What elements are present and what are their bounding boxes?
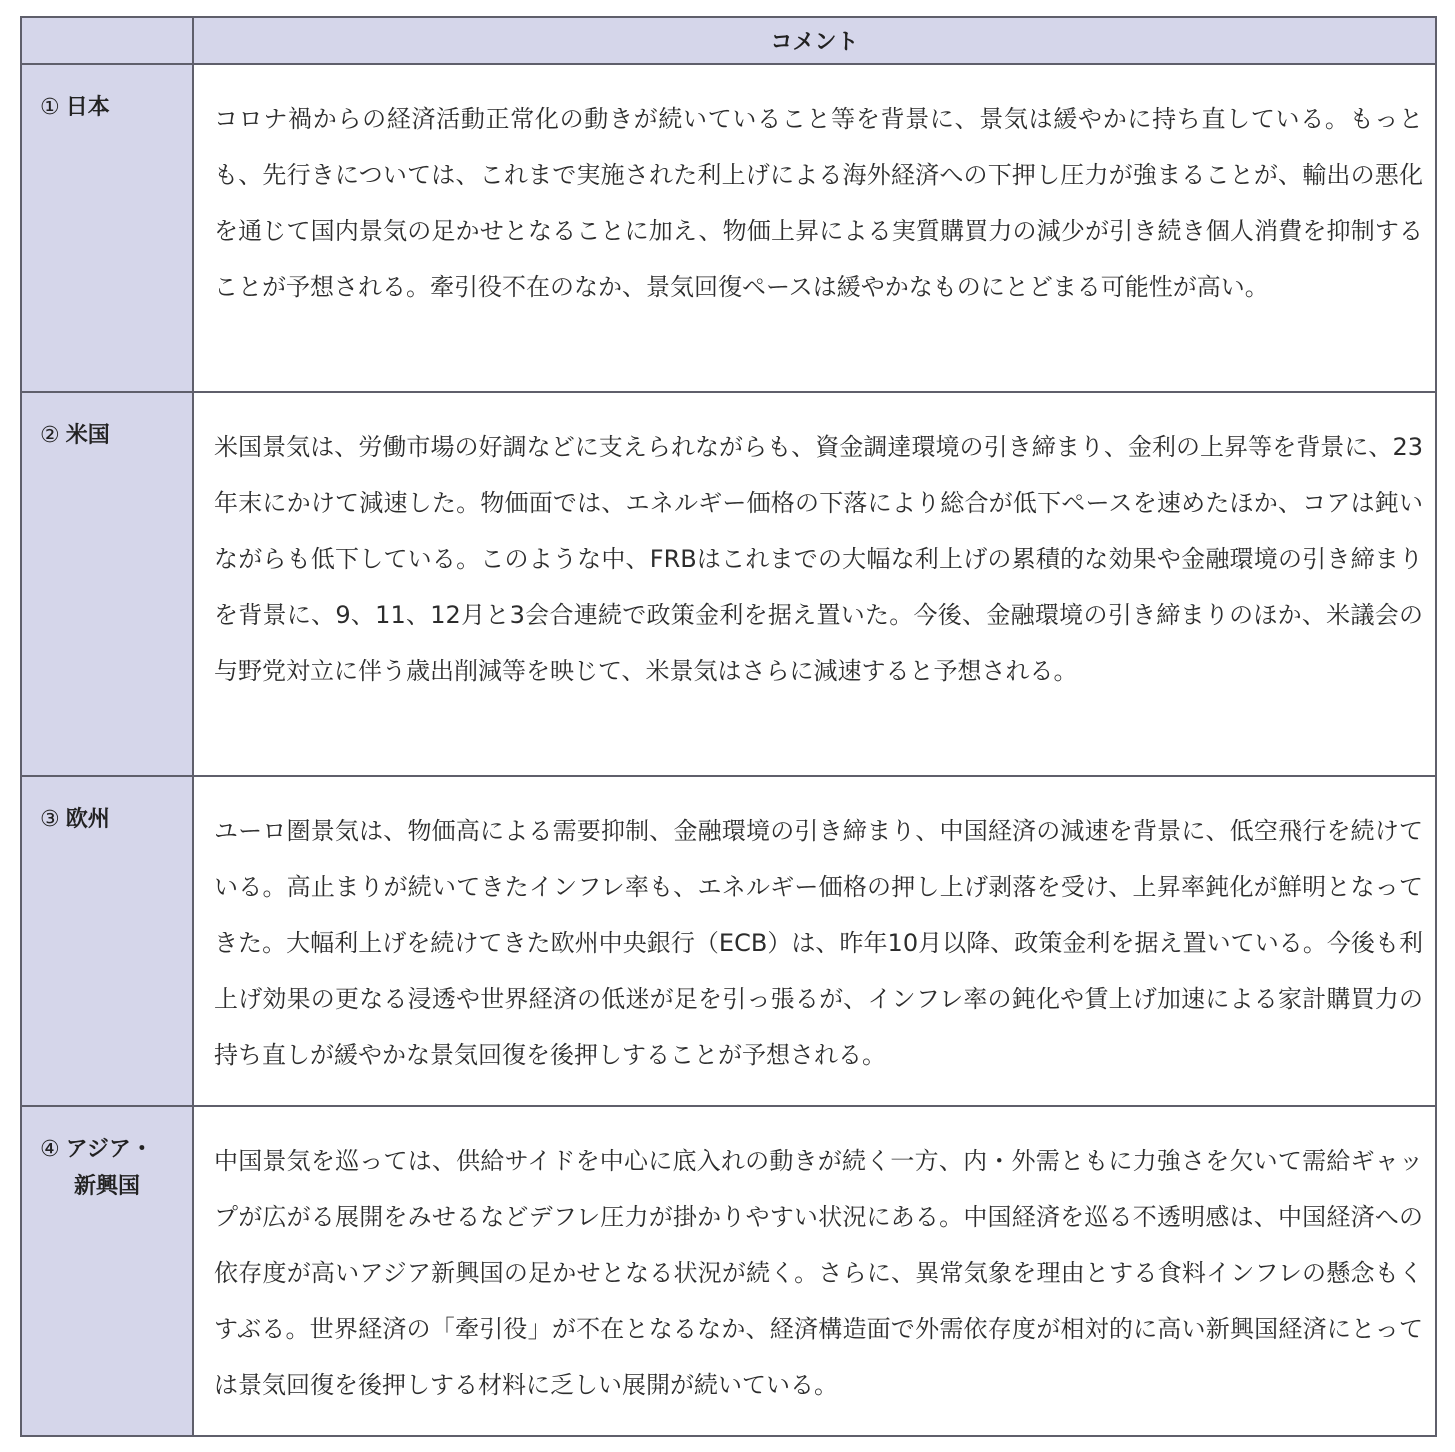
region-label-asia	[21, 1106, 193, 1436]
region-label-us	[21, 392, 193, 776]
region-label-japan	[21, 64, 193, 392]
region-label-europe	[21, 776, 193, 1106]
comment-asia: 中国景気を巡っては、供給サイドを中心に底入れの動きが続く一方、内・外需ともに力強さを欠いて需給ギャップが広がる展開をみせるなどデフレ圧力が掛かりやすい状況にある。中国経済を巡る不透明感は、中国経済への依存度が高いアジア新興国の足かせとなる状況が続く。さらに、異常気象を理由とする食料インフレの懸念もくすぶる。世界経済の「牽引役」が不在となるなか、経済構造面で外需依存度が相対的に高い新興国経済にとっては景気回復を後押しする材料に乏しい展開が続いている。	[193, 1106, 1436, 1436]
row-number: ②	[40, 423, 60, 448]
header-label-cell	[21, 17, 193, 64]
region-name: 米国	[65, 423, 110, 448]
region-name: 欧州	[65, 807, 110, 832]
table-row-japan	[21, 64, 1436, 392]
region-name-line2: 新興国	[74, 1174, 141, 1199]
region-name: アジア・	[65, 1137, 153, 1162]
table-row-europe	[21, 776, 1436, 1106]
row-number: ③	[40, 807, 60, 832]
table-row-us	[21, 392, 1436, 776]
header-comment-cell: コメント	[193, 17, 1436, 64]
row-number: ④	[40, 1137, 60, 1162]
economic-outlook-table	[20, 16, 1437, 1437]
comment-us: 米国景気は、労働市場の好調などに支えられながらも、資金調達環境の引き締まり、金利の上昇等を背景に、23年末にかけて減速した。物価面では、エネルギー価格の下落により総合が低下ペースを速めたほか、コアは鈍いながらも低下している。このような中、FRBはこれまでの大幅な利上げの累積的な効果や金融環境の引き締まりを背景に、9、11、12月と3会合連続で政策金利を据え置いた。今後、金融環境の引き締まりのほか、米議会の与野党対立に伴う歳出削減等を映じて、米景気はさらに減速すると予想される。	[193, 392, 1436, 776]
region-name: 日本	[65, 95, 110, 120]
header-row	[21, 17, 1436, 64]
table-row-asia	[21, 1106, 1436, 1436]
comment-europe: ユーロ圏景気は、物価高による需要抑制、金融環境の引き締まり、中国経済の減速を背景に、低空飛行を続けている。高止まりが続いてきたインフレ率も、エネルギー価格の押し上げ剥落を受け、上昇率鈍化が鮮明となってきた。大幅利上げを続けてきた欧州中央銀行（ECB）は、昨年10月以降、政策金利を据え置いている。今後も利上げ効果の更なる浸透や世界経済の低迷が足を引っ張るが、インフレ率の鈍化や賃上げ加速による家計購買力の持ち直しが緩やかな景気回復を後押しすることが予想される。	[193, 776, 1436, 1106]
row-number: ①	[40, 95, 60, 120]
comment-japan: コロナ禍からの経済活動正常化の動きが続いていること等を背景に、景気は緩やかに持ち直している。もっとも、先行きについては、これまで実施された利上げによる海外経済への下押し圧力が強まることが、輸出の悪化を通じて国内景気の足かせとなることに加え、物価上昇による実質購買力の減少が引き続き個人消費を抑制することが予想される。牽引役不在のなか、景気回復ペースは緩やかなものにとどまる可能性が高い。	[193, 64, 1436, 392]
